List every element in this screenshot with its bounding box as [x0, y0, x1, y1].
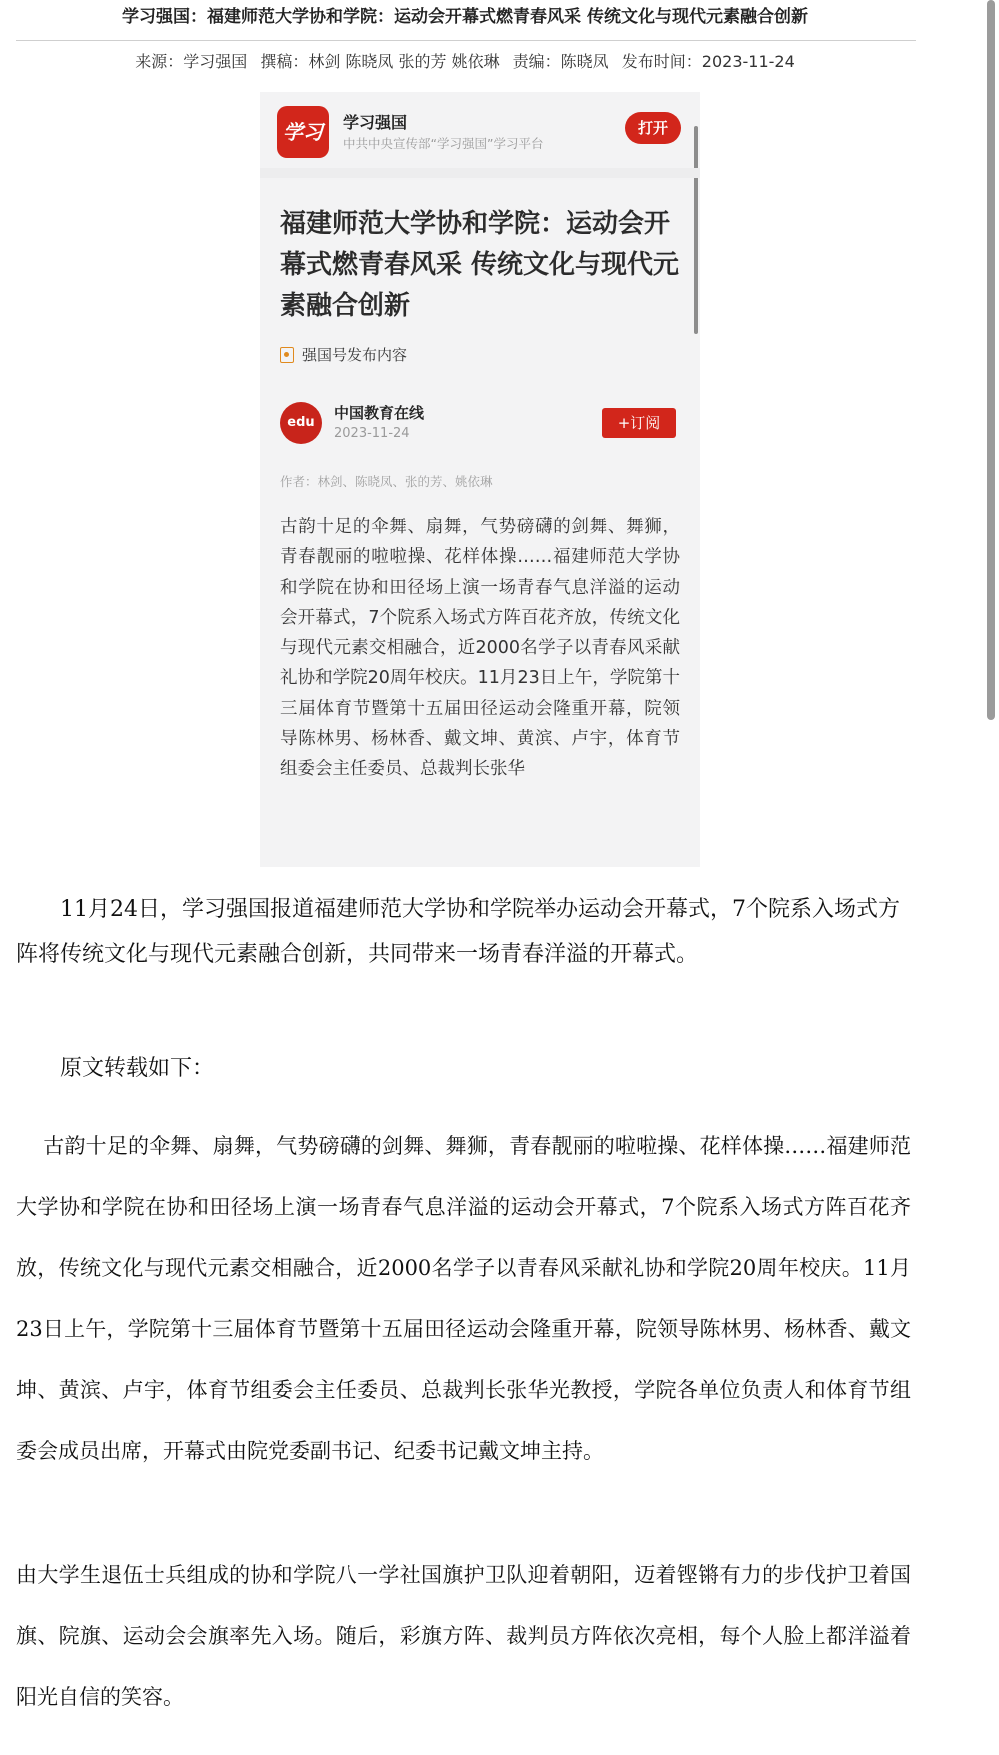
- author-name[interactable]: 中国教育在线: [334, 404, 425, 422]
- original-paragraph-2: 由大学生退伍士兵组成的协和学院八一学社国旗护卫队迎着朝阳，迈着铿锵有力的步伐护卫着国旗、院旗、运动会会旗率先入场。随后，彩旗方阵、裁判员方阵依次亮相，每个人脸上都洋溢着阳光自信的笑容。: [16, 1563, 911, 1709]
- meta-writers: 撰稿：林剑 陈晓凤 张的芳 姚依琳: [260, 52, 500, 71]
- app-authors-line: 作者：林剑、陈晓凤、张的芳、姚依琳: [280, 474, 493, 489]
- publish-tag: [280, 344, 407, 365]
- app-article-body: 古韵十足的伞舞、扇舞，气势磅礴的剑舞、舞狮，青春靓丽的啦啦操、花样体操……福建师范大学协和学院在协和田径场上演一场青春气息洋溢的运动会开幕式，7个院系入场式方阵百花齐放，传统文化与现代元素交相融合，近2000名学子以青春风采献礼协和学院20周年校庆。11月23日上午，学院第十三届体育节暨第十五届田径运动会隆重开幕，院领导陈林男、杨林香、戴文坤、黄滨、卢宇，体育节组委会主任委员、总裁判长张华: [280, 517, 680, 780]
- reprint-note: 原文转载如下：: [60, 1056, 215, 1081]
- publish-tag-label: 强国号发布内容: [302, 346, 408, 364]
- open-app-button[interactable]: 打开: [625, 112, 681, 144]
- app-header-divider: [260, 168, 700, 178]
- article-meta: [0, 46, 930, 78]
- intro-paragraph: 11月24日，学习强国报道福建师范大学协和学院举办运动会开幕式，7个院系入场式方阵将传统文化与现代元素融合创新，共同带来一场青春洋溢的开幕式。: [16, 897, 900, 967]
- app-article-title: 福建师范大学协和学院：运动会开幕式燃青春风采 传统文化与现代元素融合创新: [280, 209, 680, 321]
- title-divider: [16, 40, 916, 41]
- page-scrollbar[interactable]: [987, 0, 995, 720]
- original-paragraph-1: 古韵十足的伞舞、扇舞，气势磅礴的剑舞、舞狮，青春靓丽的啦啦操、花样体操……福建师范大学协和学院在协和田径场上演一场青春气息洋溢的运动会开幕式，7个院系入场式方阵百花齐放，传统文化与现代元素交相融合，近2000名学子以青春风采献礼协和学院20周年校庆。11月23日上午，学院第十三届体育节暨第十五届田径运动会隆重开幕，院领导陈林男、杨林香、戴文坤、黄滨、卢宇，体育节组委会主任委员、总裁判长张华光教授，学院各单位负责人和体育节组委会成员出席，开幕式由院党委副书记、纪委书记戴文坤主持。: [16, 1134, 911, 1463]
- meta-source: 来源：学习强国: [135, 52, 248, 71]
- app-scrollbar: [694, 126, 698, 334]
- author-date: 2023-11-24: [334, 426, 410, 441]
- xuexi-logo-icon: 学习: [277, 106, 329, 158]
- subscribe-button[interactable]: +订阅: [602, 408, 676, 438]
- author-avatar[interactable]: edu: [280, 402, 322, 444]
- embedded-app-screenshot: [260, 92, 700, 867]
- app-name: 学习强国: [343, 113, 408, 132]
- meta-publish-time: 发布时间：2023-11-24: [621, 52, 795, 71]
- meta-editor: 责编：陈晓凤: [512, 52, 609, 71]
- app-subtitle: 中共中央宣传部“学习强国”学习平台: [343, 136, 544, 151]
- bookmark-icon: [280, 347, 294, 363]
- page-title: 学习强国：福建师范大学协和学院：运动会开幕式燃青春风采 传统文化与现代元素融合创新: [122, 7, 808, 27]
